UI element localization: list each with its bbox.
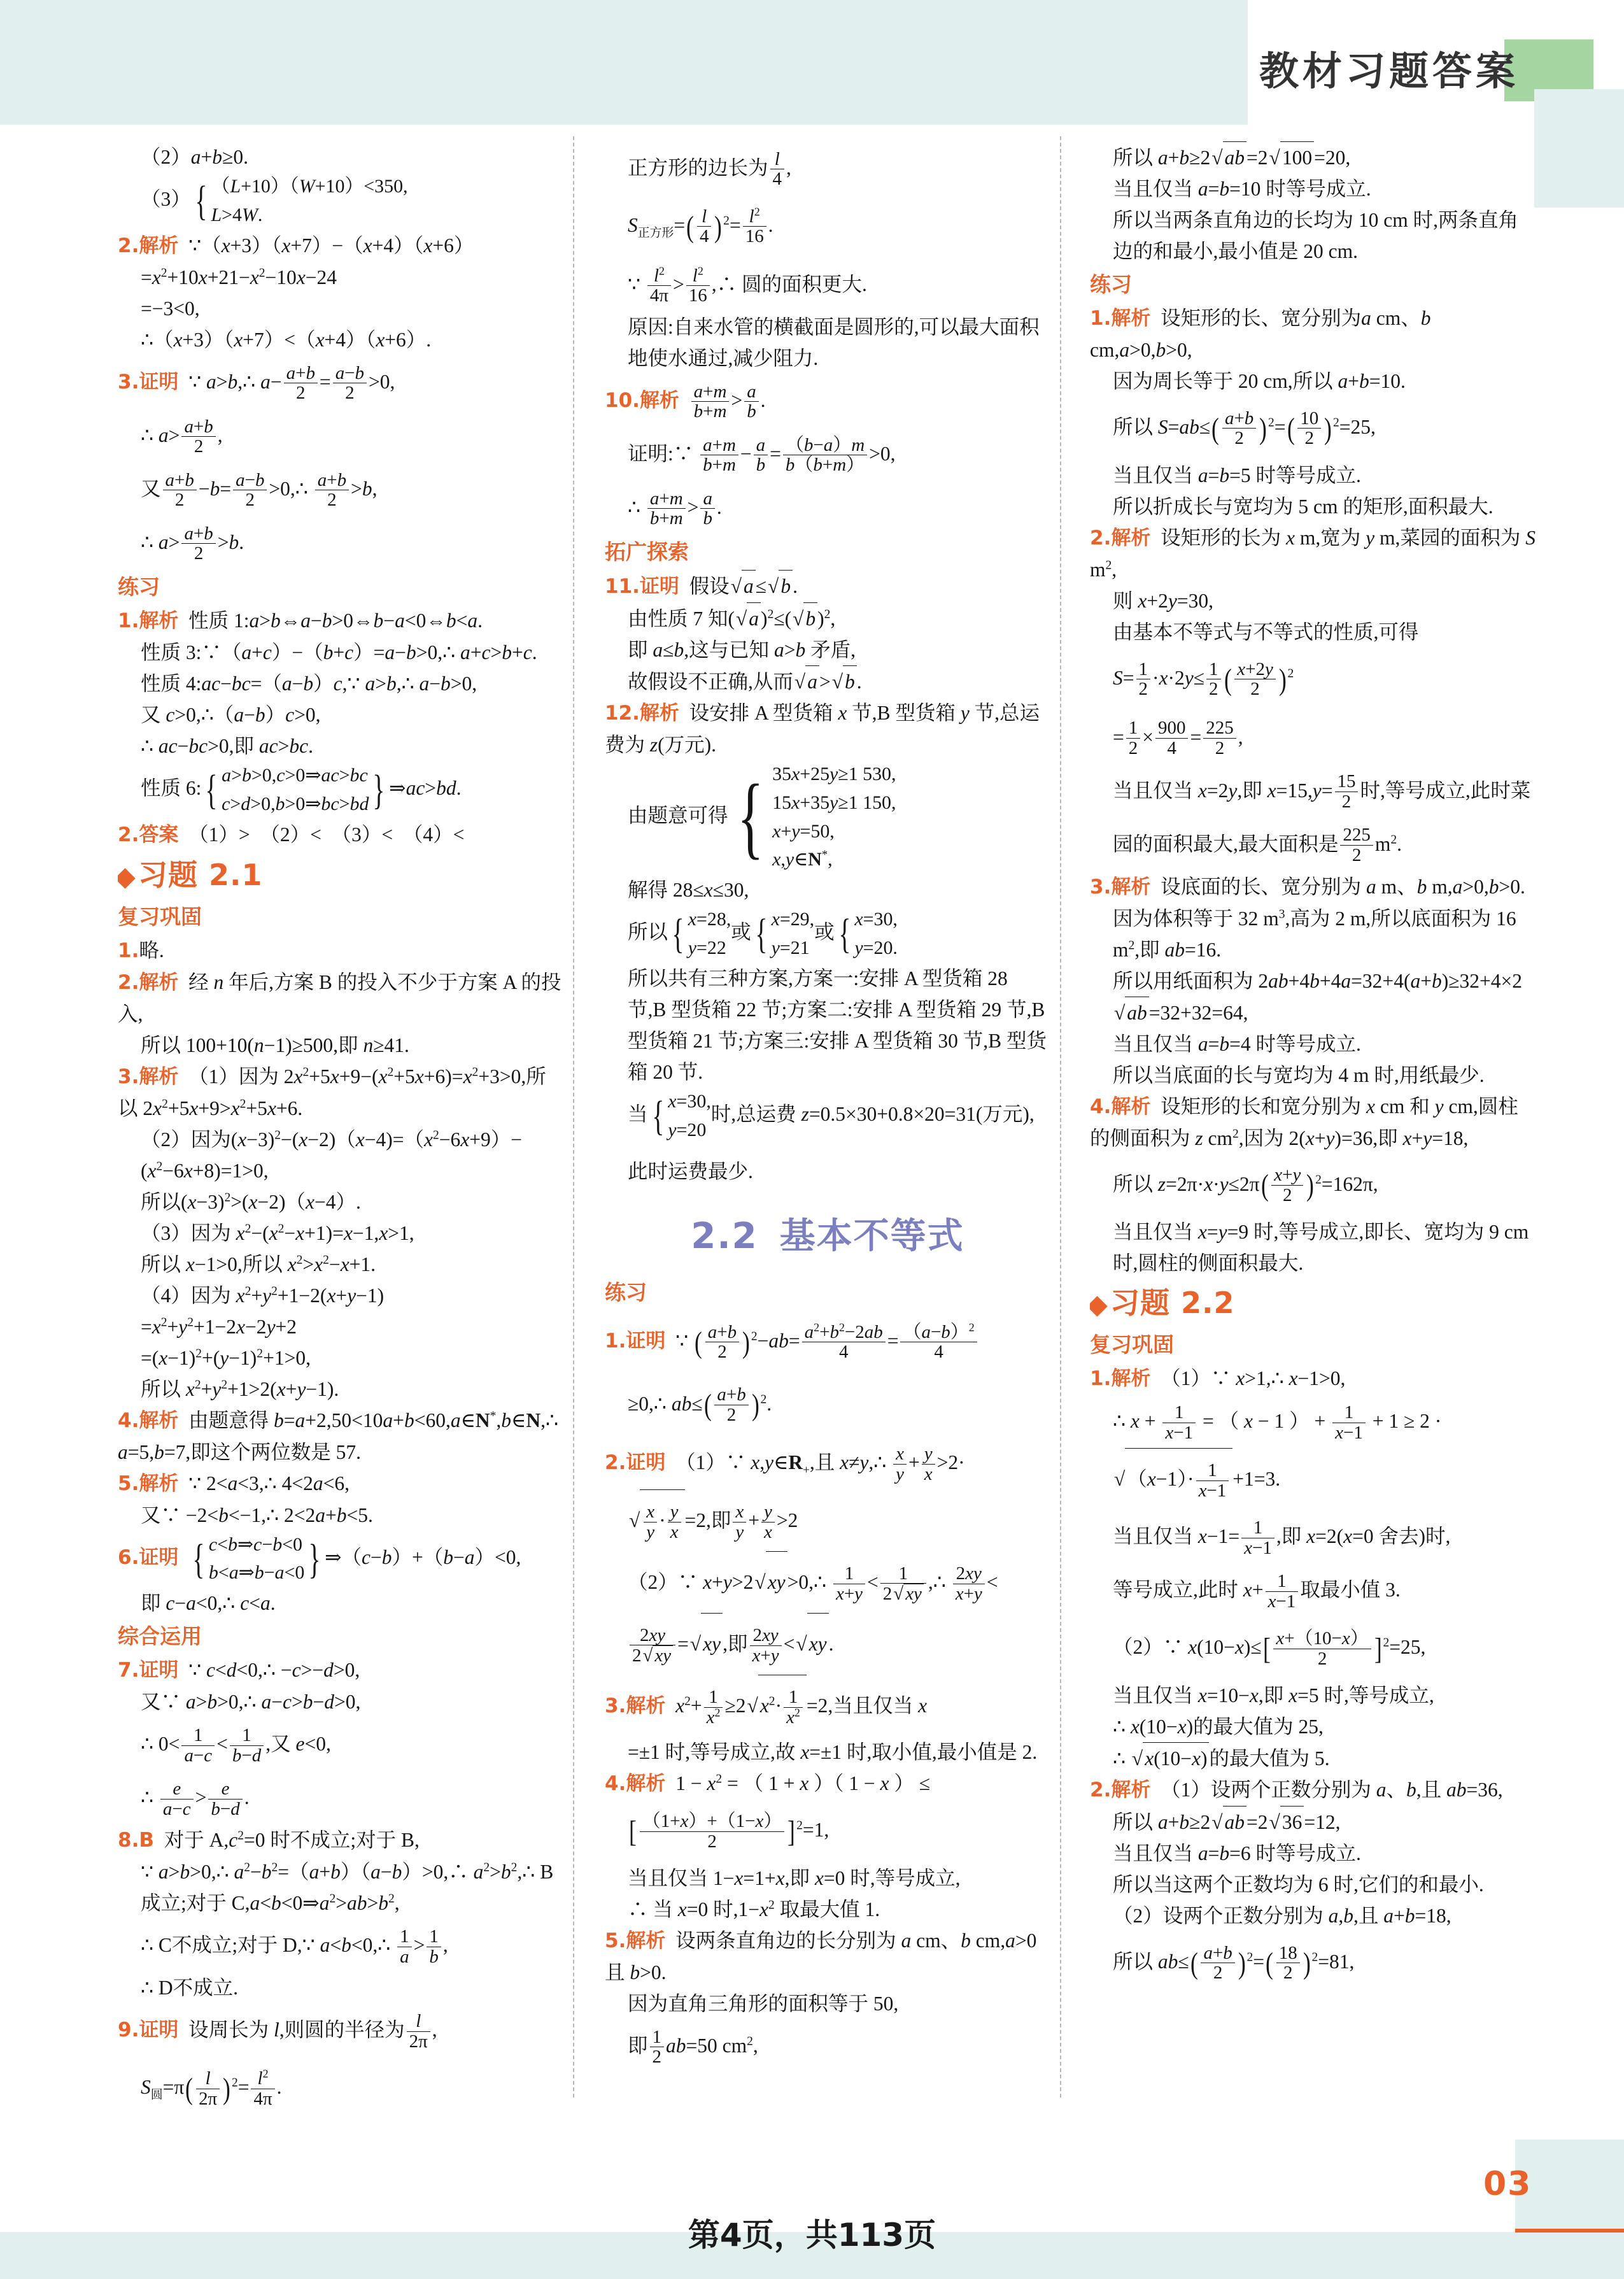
answer-line: 所以 ab≤( $\frac{a+b}{2}$ ) $^2$=( $\frac{18}{2}$ ) $^2$=81, [1113,1942,1355,1984]
answer-line: （3）因为 $x^2-(x^2-x+1)=x-1,x>1$, [141,1221,414,1244]
answer-line: 当且仅当 x=2y,即 x=15,y= $\frac{15}{2}$ 时,等号成立,此时菜园的面积最大,最大面积是 $\frac{225}{2}$ $m^2$. [1113,771,1531,865]
answer-line: 所以当这两个正数均为 6 时,它们的和最小. [1113,1873,1484,1896]
exercise-heading-2-1 [118,851,563,899]
answer-tag: 5.解析 [605,1929,666,1953]
answer-line: 6.证明 { c<b⇒c−b<0 b<a⇒b−a<0 } ⇒（c−b）+（b−a）<0, [118,1533,521,1584]
answer-line: 2.解析 设矩形的长为 x m,宽为 y m,菜园的面积为 S $m^2$, [1090,526,1536,581]
answer-line: 解得 28≤x≤30, [628,879,749,902]
answer-line: （2）∵ x(10−x)≤[ $\frac{x+(10-x)}{2}$ ] $^2$=25, [1113,1628,1426,1669]
answer-line: 因为直角三角形的面积等于 50, [628,1992,899,2015]
answer-line: 即 $\frac{1}{2}$ ab=50 $cm^2$, [628,2026,758,2068]
answer-line: 所以 100+10(n−1)≥500,即 n≥41. [141,1033,409,1056]
answer-line: 2.答案 （1）> （2）< （3）< （4）< [118,823,465,846]
page-watermark: 第4页，共113页 [688,2217,936,2254]
answer-line: 当且仅当 x=10−x,即 x=5 时,等号成立, [1113,1684,1434,1707]
answer-line: 又 $\frac{a+b}{2}$ −b= $\frac{a-b}{2}$ >0,∴ $\frac{a+b}{2}$ >b, [141,469,378,511]
answer-tag: 9.证明 [118,2019,179,2042]
answer-line: =±1 时,等号成立,故 x=±1 时,取小值,最小值是 2. [628,1741,1038,1764]
answer-line: 11.证明 假设√a≤√b. [605,570,1050,602]
diamond-icon [1090,1296,1108,1317]
answer-tag: 1.解析 [1090,307,1151,330]
answer-line: 性质 6: { a>b>0,c>0⇒ac>bc c>d>0,b>0⇒bc>bd } ⇒ac>bd. [141,764,462,814]
answer-line: 当 { x=30, y=20 时,总运费 z=0.5×30+0.8×20=31(万元),此时运费最少. [628,1091,1034,1182]
answer-tag: 1.解析 [1090,1367,1151,1391]
answer-line: 12.解析 设安排 A 型货箱 x 节,B 型货箱 y 节,总运费为 z(万元). [605,701,1040,756]
subsection-heading: 练习 [605,1279,647,1305]
answer-tag: 10.解析 [605,388,679,412]
answer-line: ∴ x + $\frac{1}{x-1}$ = （ x − 1 ） + $\frac{1}{x-1}$ + 1 ≥ 2 · [1113,1402,1442,1443]
answer-line: ∴ D不成立. [141,1977,239,1999]
answer-tag: 1. [118,939,139,962]
answer-line: 即 a≤b,这与已知 a>b 矛盾, [628,638,856,661]
answer-line: 因为体积等于 32 $m^3$,高为 2 m,所以底面积为 16 $m^2$,即 ab=16. [1113,907,1516,961]
answer-tag: 2.证明 [605,1451,666,1475]
answer-line: 当且仅当 x−1= $\frac{1}{x-1}$ ,即 x=2(x=0 舍去)时, [1113,1517,1451,1558]
answer-line: 1.略. [118,939,164,962]
answer-tag: 1.证明 [605,1329,666,1352]
answer-line: ∴（x+3）（x+7）<（x+4）（x+6）. [141,328,432,351]
answer-tag: 3.解析 [118,1065,179,1088]
answer-line: ∴ a> $\frac{a+b}{2}$ , [141,416,223,457]
answer-line: 所以 $x^2+y^2+1>2(x+y-1)$. [141,1377,339,1400]
answer-line: 10.解析 $\frac{a+m}{b+m}$ > $\frac{a}{b}$ . [605,381,766,422]
page-number: 03 [1483,2165,1532,2203]
answer-line: 所以 a+b≥2√ab=2√100=20, [1090,141,1536,173]
answer-line: ∴ x(10−x)的最大值为 25, [1113,1715,1324,1738]
answer-tag: 1.解析 [118,609,179,632]
answer-tag: 3.解析 [605,1694,666,1718]
answer-line: ∴ a> $\frac{a+b}{2}$ >b. [141,523,244,564]
answer-line: 5.解析 ∵ 2<a<3,∴ 4<2a<6, [118,1472,350,1495]
answer-line: 2.解析 ∵（x+3）（x+7）−（x+4）（x+6） [118,234,474,257]
answer-line: ∴ √x(10−x)的最大值为 5. [1090,1742,1536,1774]
answer-line: √（x−1）· $\frac{1}{x-1}$ +1=3. [1090,1448,1536,1510]
answer-tag: 11.证明 [605,574,679,598]
answer-line: 又∵ a>b>0,∴ a−c>b−d>0, [141,1691,361,1714]
answer-line: 当且仅当 a=b=10 时等号成立. [1113,178,1371,200]
answer-line: （4）因为 $x^2+y^2+1-2(x+y-1)$ [141,1284,385,1307]
answer-line: 由性质 7 知$(√a)^2\le(√b)^2$, [605,602,1050,634]
answer-line: 则 x+2y=30, [1113,589,1214,612]
answer-tag: 5.解析 [118,1472,179,1495]
answer-column-3 [1090,125,1536,2140]
answer-line: ∴ 当 x=0 时$,1-x^2$ 取最大值 1. [628,1898,880,1921]
answer-line: 所以 z=2π·x·y≤2π( $\frac{x+y}{2}$ ) $^2$=162π, [1113,1165,1378,1205]
answer-line: 由题意可得 { 35x+25y≥1 530, 15x+35y≥1 150, x+y=50, x,y∈N*, [628,763,896,870]
answer-tag: 2.解析 [1090,526,1151,550]
answer-tag: 7.证明 [118,1659,179,1682]
answer-tag: 2.解析 [118,234,179,257]
answer-line: （2）设两个正数分别为 a,b,且 a+b=18, [1113,1905,1451,1928]
answer-line: ∴ $\frac{a+m}{b+m}$ > $\frac{a}{b}$ . [628,488,722,529]
section-heading-2-2 [605,1198,1050,1275]
answer-line: ∵ a>b>0,∴ $a^2-b^2=(a+b)(a-b)>0,\therefore$ $a^2>b^2,\therefore$ B 成立;对于 $C,a<b<0\Rightarrow a^2>ab>b^2$, [141,1861,554,1915]
answer-line: （2）∵ x+y>2√xy>0,∴ $\frac{1}{x+y}$ < $\frac{1}{2√ xy}$ ,∴ $\frac{2xy}{x+y}$ < [605,1551,1050,1613]
column-divider-2 [1060,136,1061,2098]
answer-tag: 6.证明 [118,1545,179,1569]
answer-line: $S_圆=\pi$( $\frac{l}{2\pi}$ ) $^2$= $\frac{l^2}{4\pi}$ . [141,2067,282,2109]
answer-line: $S_{正方形}=$( $\frac{l}{4}$ ) $^2$= $\frac{l^2}{16}$ . [628,205,773,247]
answer-line: [ $\frac{(1+x)+(1-x)}{2}$ ] $^2$=1, [628,1811,830,1852]
answer-line: 所以 a+b≥2√ab=2√36=12, [1090,1806,1536,1838]
section-title: 基本不等式 [779,1215,964,1257]
subsection-heading: 拓广探索 [605,539,689,564]
answer-line: 3.证明 ∵ a>b,∴ a− $\frac{a+b}{2}$ = $\frac{a-b}{2}$ >0, [118,362,395,404]
page-title: 教材习题答案 [1259,48,1520,94]
answer-tag: 2.答案 [118,823,179,846]
answer-line: 所以 { x=28, y=22 或 { x=29, y=21 或 { x=30, y=20. [628,909,898,959]
answer-line: 1.解析 （1）∵ x>1,∴ x−1>0, [1090,1367,1346,1391]
answer-tag: 4.解析 [1090,1095,1151,1118]
answer-line: $=(x-1)^2+(y-1)^2+1>0$, [141,1346,311,1369]
answer-line: ∴ $\frac{e}{a-c}$ > $\frac{e}{b-d}$ . [141,1778,250,1819]
answer-line: 即 c−a<0,∴ c<a. [141,1592,276,1615]
subsection-heading: 练习 [118,574,160,599]
answer-line: ∴ C不成立;对于 D,∵ a<b<0,∴ $\frac{1}{a}$ > $\frac{1}{b}$ , [141,1926,448,1967]
answer-line: ≥0,∴ ab≤( $\frac{a+b}{2}$ ) $^2$. [628,1384,772,1425]
answer-line: 5.解析 设两条直角边的长分别为 a cm、b cm,a>0 且 b>0. [605,1929,1037,1984]
answer-line: 1.解析 性质 1:a>b⇔a−b>0⇔b−a<0⇔b<a. [118,609,483,632]
answer-tag: 8.B [118,1829,154,1852]
answer-line: （2）a+b≥0. [141,146,248,168]
answer-line: 1.证明 ∵ ( $\frac{a+b}{2}$ ) $^2$−ab= $\frac{a^2+b^2-2ab}{4}$ = $\frac{(a-b)^2}{4}$ [605,1310,1050,1374]
answer-column-1 [118,125,563,2140]
answer-line: 性质 3:∵（a+c）−（b+c）=a−b>0,∴ a+c>b+c. [141,641,537,664]
answer-line: 所以折成长与宽均为 5 cm 的矩形,面积最大. [1113,495,1493,518]
answer-line: 2.解析 （1）设两个正数分别为 a、b,且 ab=36, [1090,1778,1503,1802]
answer-line: 8.B 对于 $A,c^2=0$ 时不成立;对于 B, [118,1829,420,1852]
answer-line: 正方形的边长为 $\frac{l}{4}$ , [628,148,791,190]
answer-line: 所以当底面的长与宽均为 4 m 时,用纸最少. [1113,1063,1485,1086]
answer-line: 4.解析 设矩形的长和宽分别为 x cm 和 y cm,圆柱的侧面积为 z $cm^2$,因为 2(x+y)=36,即 x+y=18, [1090,1095,1518,1149]
answer-line: 所以 x−1>0,所以 $x^2>x^2-x+1$. [141,1253,376,1275]
column-divider-1 [573,136,574,2098]
subsection-heading: 综合运用 [118,1624,202,1649]
answer-tag: 12.解析 [605,701,679,725]
answer-line: 因为周长等于 20 cm,所以 a+b=10. [1113,370,1406,392]
answer-line: （2）因为$(x-3)^2-(x-2)(x-4)=(x^2-6x+9)-(x^2-6x+8)=1>0$, [141,1128,523,1182]
answer-tag: 4.解析 [605,1772,666,1796]
section-number: 2.2 [691,1215,758,1257]
answer-tag: 2.解析 [1090,1778,1151,1802]
answer-line: $=x^2+10x+21-x^2-10x-24$ [141,266,337,288]
subsection-heading: 练习 [1090,272,1132,297]
exercise-heading-label: 习题 2.2 [1110,1286,1235,1321]
answer-line: 所以当两条直角边的长均为 10 cm 时,两条直角边的和最小,最小值是 20 cm. [1113,209,1518,262]
answer-line: ∴ 0< $\frac{1}{a-c}$ < $\frac{1}{b-d}$ ,又 e<0, [141,1725,331,1766]
answer-line: 所以共有三种方案,方案一:安排 A 型货箱 28 节,B 型货箱 22 节;方案二:安排 A 型货箱 29 节,B 型货箱 21 节;方案三:安排 A 型货箱 30 节,B 型货箱 20 节. [628,967,1047,1084]
answer-line: 由基本不等式与不等式的性质,可得 [1113,620,1419,643]
subsection-heading: 复习巩固 [1090,1332,1174,1358]
answer-line: 2.证明 （1）∵ $x,y\in R_+$,且 x≠y,∴ $\frac{x}{y}$ + $\frac{y}{x}$ >2· [605,1444,965,1484]
answer-line: 3.解析 设底面的长、宽分别为 a m、b m,a>0,b>0. [1090,875,1525,898]
answer-line: ∵ $\frac{l^2}{4\pi}$ > $\frac{l^2}{16}$ ,∴ 圆的面积更大. [628,264,867,306]
answer-line: S= $\frac{1}{2}$ ·x·2y≤ $\frac{1}{2}$ ( $\frac{x+2y}{2}$ ) $^2$ [1113,658,1294,700]
answer-line: 原因:自来水管的横截面是圆形的,可以最大面积地使水通过,减少阻力. [628,315,1040,369]
subsection-heading: 复习巩固 [118,904,202,929]
answer-line: 9.证明 设周长为 l,则圆的半径为 $\frac{l}{2\pi}$ , [118,2011,437,2052]
diamond-icon [118,868,136,889]
answer-line: 1.解析 设矩形的长、宽分别为a cm、b cm,a>0,b>0, [1090,307,1431,361]
answer-line: 当且仅当 1−x=1+x,即 x=0 时,等号成立, [628,1867,961,1890]
answer-tag: 2.解析 [118,970,179,994]
answer-line: 4.解析 $1 - x^2$ = （ 1 + x ）（ 1 − x ） ≤ [605,1772,931,1796]
answer-tag: 3.证明 [118,370,179,394]
answer-line: √ $\frac{x}{y}$ · $\frac{y}{x}$ =2,即 $\frac{x}{y}$ + $\frac{y}{x}$ >2 [605,1489,1050,1551]
answer-line: 7.证明 ∵ c<d<0,∴ −c>−d>0, [118,1659,360,1682]
answer-line: 当且仅当 x=y=9 时,等号成立,即长、宽均为 9 cm 时,圆柱的侧面积最大. [1113,1221,1529,1275]
answer-line: 2.解析 经 n 年后,方案 B 的投入不少于方案 A 的投入, [118,970,561,1025]
answer-line: $=x^2+y^2+1-2x-2y+2$ [141,1315,297,1338]
answer-tag: 3.解析 [1090,875,1151,898]
answer-line: 3.解析 $x^2+$ $\frac{1}{x^2}$ $\ge 2√x^2\cdot$ $\frac{1}{x^2}$ =2,当且仅当 x [605,1675,1050,1736]
answer-line: 证明:∵ $\frac{a+m}{b+m}$ − $\frac{a}{b}$ = $\frac{(b-a)m}{b(b+m)}$ >0, [628,434,896,476]
answer-line: （3） { （L+10）（W+10）<350, L>4W. [141,176,408,225]
answer-column-2 [605,125,1050,2140]
answer-line: 性质 4:ac−bc=（a−b）c,∵ a>b,∴ a−b>0, [141,672,477,695]
exercise-heading-label: 习题 2.1 [138,857,263,892]
answer-line: 等号成立,此时 x+ $\frac{1}{x-1}$ 取最小值 3. [1113,1571,1401,1612]
answer-line: 所以$(x-3)^2>(x-2)(x-4)$. [141,1190,361,1213]
answer-line: =−3<0, [141,297,200,320]
answer-line: 故假设不正确,从而√a>√b. [605,665,1050,697]
answer-line: ∴ ac−bc>0,即 ac>bc. [141,734,314,757]
answer-line: 所以用纸面积为 2ab+4b+4a=32+4(a+b)≥32+4×2√ab=32+32=64, [1090,965,1536,1028]
exercise-heading-2-2 [1090,1279,1536,1327]
answer-line: 又∵ −2<b<−1,∴ 2<2a+b<5. [141,1503,373,1526]
answer-line: 当且仅当 a=b=4 时等号成立. [1113,1032,1361,1055]
answer-line: 当且仅当 a=b=5 时等号成立. [1113,464,1361,486]
answer-line: 当且仅当 a=b=6 时等号成立. [1113,1842,1361,1865]
answer-line: 又 c>0,∴（a−b）c>0, [141,703,321,726]
answer-line: 3.解析 （1）因为 $2x^2+5x+9-(x^2+5x+6)=x^2+3>0$,所以 $2x^2+5x+9>x^2+5x+6$. [118,1065,546,1119]
answer-line: = $\frac{1}{2}$ × $\frac{900}{4}$ = $\frac{225}{2}$ , [1113,718,1243,758]
answer-line: 所以 S=ab≤( $\frac{a+b}{2}$ ) $^2$=( $\frac{10}{2}$ ) $^2$=25, [1113,408,1376,449]
answer-line: $\frac{2xy}{2√ xy}$ =√xy,即 $\frac{2xy}{x+y}$ <√xy. [605,1613,1050,1675]
content-area [0,125,1624,2140]
answer-tag: 4.解析 [118,1409,179,1432]
answer-line: 4.解析 由题意得 b=a+2,50<10a+b<60,a∈N*,b∈N,∴ a=5,b=7,即这个两位数是 57. [118,1409,559,1463]
